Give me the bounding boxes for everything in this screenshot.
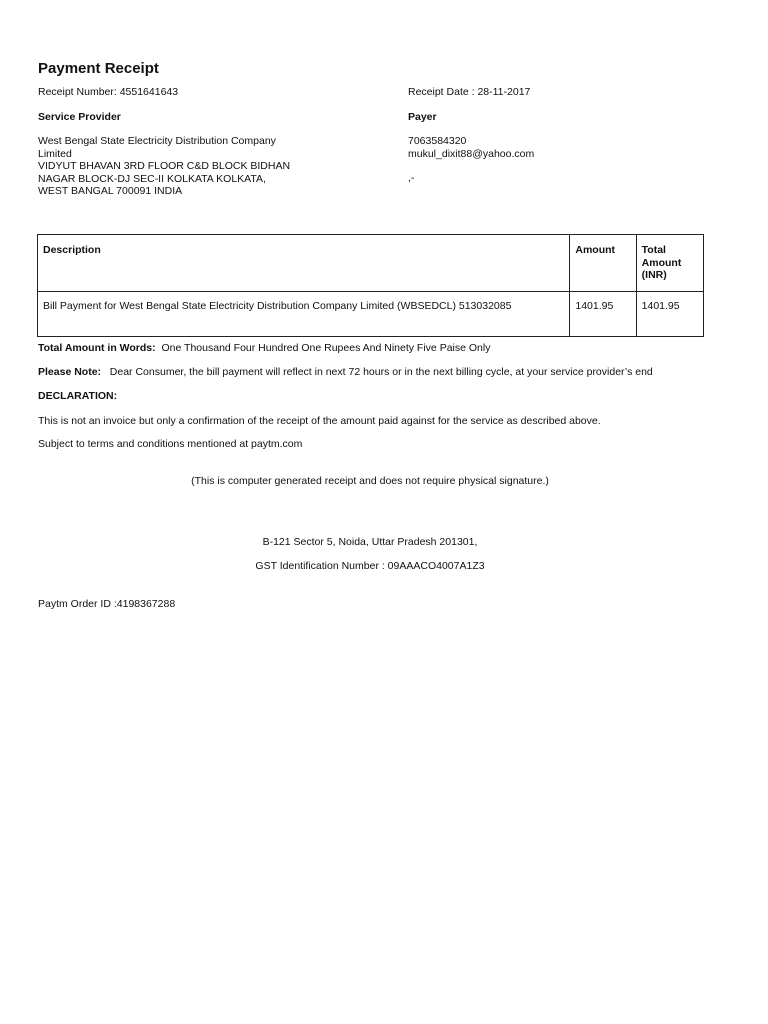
declaration-line2: Subject to terms and conditions mentioned at paytm.com	[38, 438, 303, 450]
payer-email: mukul_dixit88@yahoo.com	[408, 147, 535, 160]
please-note-value: Dear Consumer, the bill payment will reflect in next 72 hours or in the next billing cycle, at your service provider’s end	[109, 366, 653, 378]
provider-name-line2: Limited	[38, 147, 72, 160]
payer-phone: 7063584320	[408, 135, 467, 147]
service-provider-heading: Service Provider	[38, 111, 121, 123]
receipt-number: Receipt Number: 4551641643	[38, 86, 179, 98]
amount-in-words-label: Total Amount in Words:	[38, 342, 156, 354]
provider-address-line3: WEST BANGAL 700091 INDIA	[38, 185, 183, 197]
amount-in-words	[38, 342, 490, 354]
computer-generated-note: (This is computer generated receipt and does not require physical signature.)	[191, 475, 549, 487]
table-header-row	[38, 235, 704, 292]
payer-extra: ,-	[408, 172, 415, 184]
company-address: B-121 Sector 5, Noida, Uttar Pradesh 201301,	[262, 536, 478, 548]
receipt-date: Receipt Date : 28-11-2017	[408, 86, 531, 98]
payer-details	[408, 135, 534, 160]
provider-name-line1: West Bengal State Electricity Distribution Company	[38, 135, 276, 147]
declaration-line1: This is not an invoice but only a confirmation of the receipt of the amount paid against for the service as described above.	[38, 415, 601, 427]
row-total-amount: 1401.95	[636, 292, 703, 337]
header-total-amount: Total Amount (INR)	[636, 235, 703, 292]
service-provider-details	[38, 135, 290, 198]
row-amount: 1401.95	[570, 292, 636, 337]
provider-address-line1: VIDYUT BHAVAN 3RD FLOOR C&D BLOCK BIDHAN	[38, 160, 291, 172]
please-note-label: Please Note:	[38, 366, 102, 378]
payer-heading: Payer	[408, 111, 437, 123]
declaration-heading: DECLARATION:	[38, 390, 118, 402]
paytm-order-id: Paytm Order ID :4198367288	[38, 598, 176, 610]
gst-number: GST Identification Number : 09AAACO4007A1Z3	[255, 560, 485, 572]
please-note	[38, 366, 653, 378]
page-title: Payment Receipt	[38, 60, 159, 77]
row-description: Bill Payment for West Bengal State Electricity Distribution Company Limited (WBSEDCL) 513032085	[38, 292, 570, 337]
table-row	[38, 292, 704, 337]
header-description: Description	[38, 235, 570, 292]
provider-address-line2: NAGAR BLOCK-DJ SEC-II KOLKATA KOLKATA,	[38, 172, 266, 185]
header-amount: Amount	[570, 235, 636, 292]
amount-in-words-value: One Thousand Four Hundred One Rupees And Ninety Five Paise Only	[161, 342, 491, 354]
receipt-table	[37, 234, 704, 337]
